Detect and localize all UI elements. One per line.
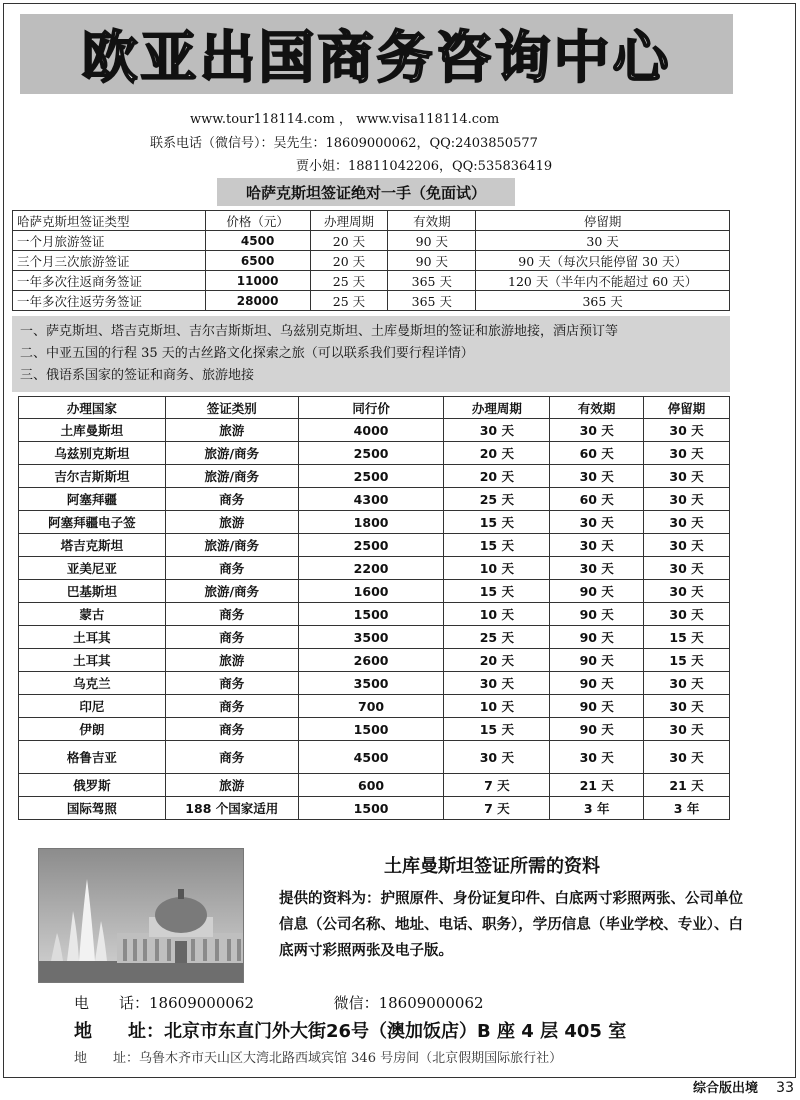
- column-header: 停留期: [476, 211, 730, 231]
- phone-label: 电 话：: [74, 994, 150, 1012]
- table-cell: 120 天（半年内不能超过 60 天）: [476, 271, 730, 291]
- page-footer: [693, 1077, 794, 1096]
- service-item: 三、俄语系国家的签证和商务、旅游地接: [20, 368, 255, 383]
- table-cell: 塔吉克斯坦: [19, 534, 166, 557]
- table-header-row: [19, 397, 730, 419]
- address2-label: 地 址：: [74, 1051, 140, 1066]
- column-header: 办理周期: [310, 211, 388, 231]
- page-number: 33: [776, 1080, 794, 1096]
- table-cell: 15 天: [444, 718, 550, 741]
- table-cell: 7 天: [444, 797, 550, 820]
- table-cell: 15 天: [444, 534, 550, 557]
- table-cell: 10 天: [444, 557, 550, 580]
- table-cell: 1600: [298, 580, 444, 603]
- table-cell: 吉尔吉斯斯坦: [19, 465, 166, 488]
- column-header: 签证类别: [165, 397, 298, 419]
- table-cell: 60 天: [550, 442, 644, 465]
- table-cell: 一个月旅游签证: [13, 231, 206, 251]
- table-cell: 15 天: [644, 649, 730, 672]
- table-row: [13, 291, 730, 311]
- table-cell: 20 天: [310, 251, 388, 271]
- table-cell: 格鲁吉亚: [19, 741, 166, 774]
- footer-phone-row: [74, 992, 484, 1013]
- table-cell: 1500: [298, 603, 444, 626]
- table-cell: 1800: [298, 511, 444, 534]
- table-cell: 30 天: [644, 465, 730, 488]
- address-text: 北京市东直门外大街26号（澳加饭店）B 座 4 层 405 室: [164, 1021, 627, 1042]
- table-cell: 巴基斯坦: [19, 580, 166, 603]
- table-cell: 旅游/商务: [165, 465, 298, 488]
- table-cell: 20 天: [310, 231, 388, 251]
- table-cell: 188 个国家适用: [165, 797, 298, 820]
- table-row: [19, 488, 730, 511]
- table-cell: 15 天: [444, 580, 550, 603]
- table-cell: 商务: [165, 741, 298, 774]
- table-cell: 10 天: [444, 695, 550, 718]
- table-row: [19, 797, 730, 820]
- table-cell: 商务: [165, 626, 298, 649]
- wechat-label: 微信：: [333, 994, 379, 1012]
- table-cell: 2500: [298, 442, 444, 465]
- table-row: [19, 419, 730, 442]
- table-cell: 30 天: [644, 442, 730, 465]
- table-cell: 90 天: [388, 231, 476, 251]
- table-cell: 一年多次往返劳务签证: [13, 291, 206, 311]
- table-row: [19, 774, 730, 797]
- service-item: 二、中亚五国的行程 35 天的古丝路文化探索之旅（可以联系我们要行程详情）: [20, 346, 474, 361]
- table-cell: 商务: [165, 718, 298, 741]
- table-cell: 21 天: [644, 774, 730, 797]
- table-cell: 1500: [298, 718, 444, 741]
- table-cell: 30 天: [644, 672, 730, 695]
- table-cell: 30 天: [644, 741, 730, 774]
- table-cell: 25 天: [310, 271, 388, 291]
- table-cell: 一年多次往返商务签证: [13, 271, 206, 291]
- table-cell: 土耳其: [19, 649, 166, 672]
- table-row: [19, 557, 730, 580]
- table-row: [19, 511, 730, 534]
- country-visa-table: [18, 396, 730, 820]
- table-cell: 90 天: [550, 626, 644, 649]
- requirements-title: 土库曼斯坦签证所需的资料: [384, 856, 600, 877]
- table-cell: 阿塞拜疆电子签: [19, 511, 166, 534]
- table-row: [19, 534, 730, 557]
- table-cell: 90 天: [550, 603, 644, 626]
- table-cell: 90 天: [550, 649, 644, 672]
- footer-address-row: [74, 1017, 626, 1043]
- table-cell: 30 天: [644, 534, 730, 557]
- table-cell: 旅游/商务: [165, 534, 298, 557]
- table-cell: 90 天: [550, 580, 644, 603]
- table-row: [19, 465, 730, 488]
- kz-visa-table: [12, 210, 730, 311]
- table-cell: 20 天: [444, 465, 550, 488]
- table-cell: 乌克兰: [19, 672, 166, 695]
- address2-text: 乌鲁木齐市天山区大湾北路西域宾馆 346 号房间（北京假期国际旅行社）: [139, 1051, 563, 1066]
- table-row: [19, 649, 730, 672]
- website-links[interactable]: www.tour118114.com ， www.visa118114.com: [190, 112, 500, 127]
- table-cell: 乌兹别克斯坦: [19, 442, 166, 465]
- table-cell: 25 天: [444, 488, 550, 511]
- table-cell: 30 天: [644, 580, 730, 603]
- phone-number: 18609000062: [149, 994, 254, 1012]
- column-header: 哈萨克斯坦签证类型: [13, 211, 206, 231]
- table-cell: 商务: [165, 672, 298, 695]
- table-cell: 蒙古: [19, 603, 166, 626]
- column-header: 办理国家: [19, 397, 166, 419]
- table-row: [13, 251, 730, 271]
- table-cell: 30 天: [476, 231, 730, 251]
- table-row: [19, 718, 730, 741]
- table-row: [19, 672, 730, 695]
- table-row: [19, 442, 730, 465]
- table-cell: 伊朗: [19, 718, 166, 741]
- table-cell: 30 天: [644, 488, 730, 511]
- table-cell: 4000: [298, 419, 444, 442]
- table-cell: 90 天: [550, 695, 644, 718]
- table-row: [13, 231, 730, 251]
- table-cell: 阿塞拜疆: [19, 488, 166, 511]
- section-name: 综合版出境: [693, 1081, 759, 1096]
- table-cell: 30 天: [644, 718, 730, 741]
- table-cell: 4300: [298, 488, 444, 511]
- table-cell: 2200: [298, 557, 444, 580]
- table-cell: 印尼: [19, 695, 166, 718]
- table-cell: 365 天: [388, 291, 476, 311]
- table-cell: 旅游: [165, 774, 298, 797]
- table-cell: 60 天: [550, 488, 644, 511]
- table-cell: 3 年: [644, 797, 730, 820]
- table-cell: 三个月三次旅游签证: [13, 251, 206, 271]
- table-cell: 30 天: [644, 419, 730, 442]
- table-cell: 国际驾照: [19, 797, 166, 820]
- table-row: [19, 580, 730, 603]
- palace-fountain-image: [39, 849, 244, 983]
- table-cell: 30 天: [550, 557, 644, 580]
- services-box: [12, 316, 730, 392]
- table-cell: 11000: [205, 271, 310, 291]
- table-cell: 旅游: [165, 649, 298, 672]
- table-cell: 30 天: [444, 672, 550, 695]
- requirements-text: 提供的资料为：护照原件、身份证复印件、白底两寸彩照两张、公司单位信息（公司名称、地址、电话、职务），学历信息（毕业学校、专业）、白底两寸彩照两张及电子版。: [279, 891, 743, 959]
- table-cell: 2600: [298, 649, 444, 672]
- service-item: 一、萨克斯坦、塔吉克斯坦、吉尔吉斯斯坦、乌兹别克斯坦、土库曼斯坦的签证和旅游地接，酒店预订等: [20, 324, 619, 339]
- table-cell: 600: [298, 774, 444, 797]
- table-cell: 365 天: [388, 271, 476, 291]
- table-row: [19, 603, 730, 626]
- table-cell: 30 天: [550, 465, 644, 488]
- table-cell: 土库曼斯坦: [19, 419, 166, 442]
- address-label: 地 址：: [74, 1021, 164, 1042]
- table-cell: 俄罗斯: [19, 774, 166, 797]
- column-header: 有效期: [550, 397, 644, 419]
- column-header: 价格（元）: [205, 211, 310, 231]
- table-cell: 土耳其: [19, 626, 166, 649]
- table-row: [13, 271, 730, 291]
- table-cell: 30 天: [644, 511, 730, 534]
- table-cell: 21 天: [550, 774, 644, 797]
- title-banner: [20, 14, 733, 94]
- table-cell: 旅游/商务: [165, 442, 298, 465]
- table-header-row: [13, 211, 730, 231]
- table-cell: 28000: [205, 291, 310, 311]
- table-cell: 90 天: [550, 672, 644, 695]
- table-cell: 2500: [298, 534, 444, 557]
- table-cell: 30 天: [644, 603, 730, 626]
- table-cell: 90 天（每次只能停留 30 天）: [476, 251, 730, 271]
- table-cell: 30 天: [644, 557, 730, 580]
- table-cell: 商务: [165, 603, 298, 626]
- table-cell: 20 天: [444, 649, 550, 672]
- column-header: 办理周期: [444, 397, 550, 419]
- table-row: [19, 626, 730, 649]
- table-cell: 3500: [298, 672, 444, 695]
- table-row: [19, 741, 730, 774]
- contact-phone-1: 联系电话（微信号）：吴先生：18609000062，QQ:2403850577: [150, 136, 538, 151]
- table-cell: 4500: [298, 741, 444, 774]
- table-cell: 商务: [165, 557, 298, 580]
- table-cell: 30 天: [550, 511, 644, 534]
- table-cell: 7 天: [444, 774, 550, 797]
- page-title: 欧亚出国商务咨询中心: [81, 26, 672, 91]
- table-cell: 旅游: [165, 511, 298, 534]
- table-cell: 90 天: [388, 251, 476, 271]
- table-cell: 10 天: [444, 603, 550, 626]
- table-cell: 90 天: [550, 718, 644, 741]
- table-cell: 30 天: [444, 741, 550, 774]
- column-header: 停留期: [644, 397, 730, 419]
- table-cell: 30 天: [550, 741, 644, 774]
- table-cell: 365 天: [476, 291, 730, 311]
- table-cell: 30 天: [550, 419, 644, 442]
- table-row: [19, 695, 730, 718]
- table-cell: 3500: [298, 626, 444, 649]
- table-cell: 30 天: [550, 534, 644, 557]
- contact-phone-2: 贾小姐：18811042206，QQ:535836419: [296, 159, 553, 174]
- table-cell: 25 天: [444, 626, 550, 649]
- column-header: 同行价: [298, 397, 444, 419]
- table-cell: 4500: [205, 231, 310, 251]
- table-cell: 700: [298, 695, 444, 718]
- table-cell: 15 天: [644, 626, 730, 649]
- table-cell: 6500: [205, 251, 310, 271]
- kz-section-title: 哈萨克斯坦签证绝对一手（免面试）: [217, 178, 515, 206]
- footer-address2-row: [74, 1047, 562, 1066]
- wechat-number: 18609000062: [378, 994, 484, 1012]
- table-cell: 旅游/商务: [165, 580, 298, 603]
- table-cell: 亚美尼亚: [19, 557, 166, 580]
- table-cell: 商务: [165, 488, 298, 511]
- table-cell: 30 天: [444, 419, 550, 442]
- table-cell: 3 年: [550, 797, 644, 820]
- table-cell: 15 天: [444, 511, 550, 534]
- column-header: 有效期: [388, 211, 476, 231]
- table-cell: 商务: [165, 695, 298, 718]
- table-cell: 1500: [298, 797, 444, 820]
- building-photo: [38, 848, 244, 983]
- table-cell: 25 天: [310, 291, 388, 311]
- table-cell: 30 天: [644, 695, 730, 718]
- table-cell: 20 天: [444, 442, 550, 465]
- table-cell: 旅游: [165, 419, 298, 442]
- table-cell: 2500: [298, 465, 444, 488]
